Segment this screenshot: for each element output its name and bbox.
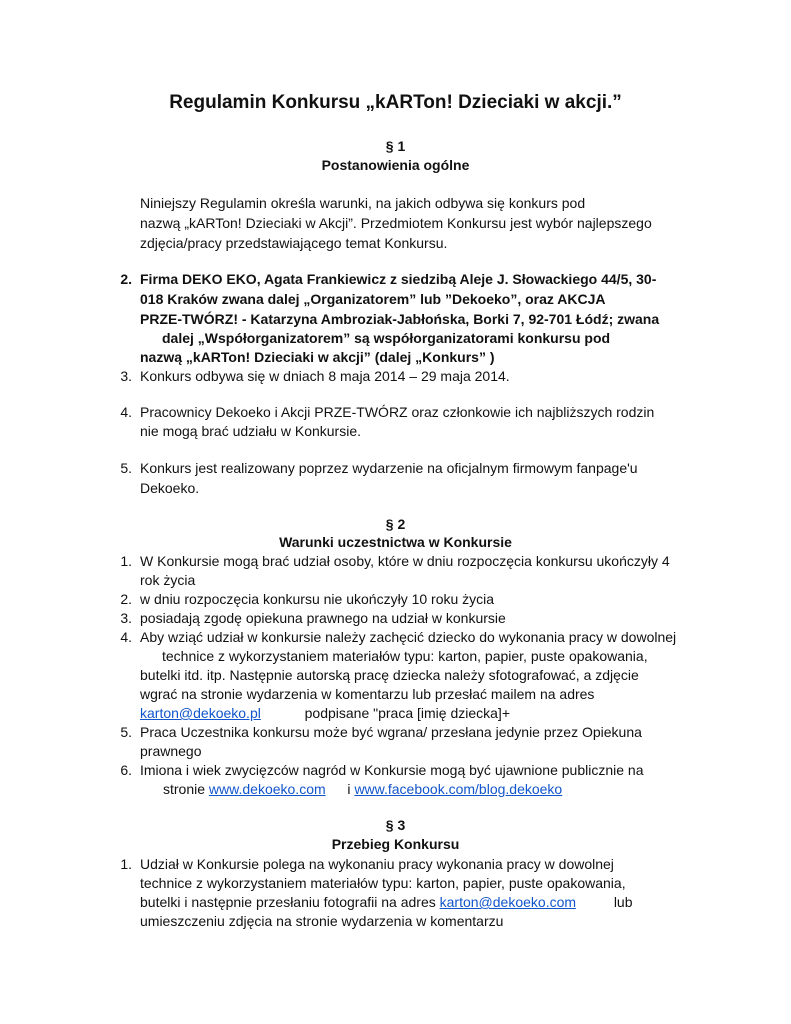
s2-item4-line5-rest: podpisane "praca [imię dziecka]+ [304, 705, 510, 721]
s2-item1-number: 1. [120, 553, 132, 569]
section-1-heading: Postanowienia ogólne [321, 157, 470, 173]
s1-item2-number: 2. [120, 271, 132, 287]
section-1-number: § 1 [385, 138, 406, 154]
s2-item4-number: 4. [120, 629, 132, 645]
s2-item4-line1: Aby wziąć udział w konkursie należy zachęcić dziecko do wykonania pracy w dowolnej [140, 629, 677, 645]
dekoeko-website-link[interactable]: www.dekoeko.com [208, 781, 326, 797]
s1-item5-line1: Konkurs jest realizowany poprzez wydarzenie na oficjalnym firmowym fanpage'u [140, 460, 638, 476]
s1-item2-line3: PRZE-TWÓRZ! - Katarzyna Ambroziak-Jabłońska, Borki 7, 92-701 Łódź; zwana [140, 311, 660, 327]
s1-p1-line3: zdjęcia/pracy przedstawiającego temat Konkursu. [140, 235, 448, 251]
s3-item1-line3-pre: butelki i następnie przesłaniu fotografii na adres [140, 894, 436, 910]
s2-item6-separator: i [347, 781, 351, 797]
s3-item1-line3-post: lub [613, 894, 633, 910]
section-2-number: § 2 [385, 516, 406, 532]
s2-item4-line4: wgrać na stronie wydarzenia w komentarzu lub przesłać mailem na adres [140, 686, 595, 702]
s2-item3-number: 3. [120, 610, 132, 626]
s1-item4-number: 4. [120, 404, 132, 420]
s3-item1-email-link[interactable]: karton@dekoeko.com [439, 894, 577, 910]
s3-item1-number: 1. [120, 856, 132, 872]
s1-item3-line1: Konkurs odbywa się w dniach 8 maja 2014 – 29 maja 2014. [140, 368, 510, 384]
s1-item2-line5: nazwą „kARTon! Dzieciaki w akcji” (dalej „Konkurs” ) [140, 349, 495, 365]
s2-item1-line2: rok życia [140, 572, 196, 588]
s2-item2-number: 2. [120, 591, 132, 607]
s2-item6-line1: Imiona i wiek zwycięzców nagród w Konkursie mogą być ujawnione publicznie na [140, 762, 644, 778]
document-title: Regulamin Konkursu „kARTon! Dzieciaki w akcji.” [169, 92, 622, 113]
s2-item6-line2-pre: stronie [163, 781, 206, 797]
s1-item3-number: 3. [120, 368, 132, 384]
s3-item1-line4: umieszczeniu zdjęcia na stronie wydarzenia w komentarzu [140, 913, 504, 929]
s1-item5-line2: Dekoeko. [140, 480, 200, 496]
s1-item2-line1: Firma DEKO EKO, Agata Frankiewicz z siedzibą Aleje J. Słowackiego 44/5, 30- [140, 271, 657, 287]
s1-item4-line2: nie mogą brać udziału w Konkursie. [140, 423, 362, 439]
s3-item1-line1: Udział w Konkursie polega na wykonaniu pracy wykonania pracy w dowolnej [140, 856, 614, 872]
s1-item4-line1: Pracownicy Dekoeko i Akcji PRZE-TWÓRZ oraz członkowie ich najbliższych rodzin [140, 404, 655, 420]
s2-item5-line2: prawnego [140, 743, 202, 759]
facebook-blog-link[interactable]: www.facebook.com/blog.dekoeko [354, 781, 563, 797]
s2-item2-line1: w dniu rozpoczęcia konkursu nie ukończyły 10 roku życia [140, 591, 495, 607]
s2-item6-number: 6. [120, 762, 132, 778]
s2-item1-line1: W Konkursie mogą brać udział osoby, które w dniu rozpoczęcia konkursu ukończyły 4 [140, 553, 670, 569]
s1-item2-line4: dalej „Współorganizatorem” są współorganizatorami konkursu pod [162, 330, 611, 346]
s3-item1-line2: technice z wykorzystaniem materiałów typu: karton, papier, puste opakowania, [140, 875, 626, 891]
s2-item4-line3: butelki itd. itp. Następnie autorską pracę dziecka należy sfotografować, a zdjęcie [140, 667, 639, 683]
s2-item4-line2: technice z wykorzystaniem materiałów typu: karton, papier, puste opakowania, [162, 648, 648, 664]
s2-item5-number: 5. [120, 724, 132, 740]
s1-p1-line2: nazwą „kARTon! Dzieciaki w Akcji”. Przedmiotem Konkursu jest wybór najlepszego [140, 215, 652, 231]
s2-item4-email-link[interactable]: karton@dekoeko.pl [140, 705, 261, 721]
s1-item2-line2: 018 Kraków zwana dalej „Organizatorem” lub ”Dekoeko”, oraz AKCJA [140, 291, 606, 307]
section-2-heading: Warunki uczestnictwa w Konkursie [279, 534, 512, 550]
section-3-heading: Przebieg Konkursu [331, 836, 460, 852]
s1-p1-line1: Niniejszy Regulamin określa warunki, na jakich odbywa się konkurs pod [140, 195, 586, 211]
section-3-number: § 3 [385, 817, 406, 833]
s2-item5-line1: Praca Uczestnika konkursu może być wgrana/ przesłana jedynie przez Opiekuna [140, 724, 642, 740]
s1-item5-number: 5. [120, 460, 132, 476]
s2-item3-line1: posiadają zgodę opiekuna prawnego na udział w konkursie [140, 610, 506, 626]
